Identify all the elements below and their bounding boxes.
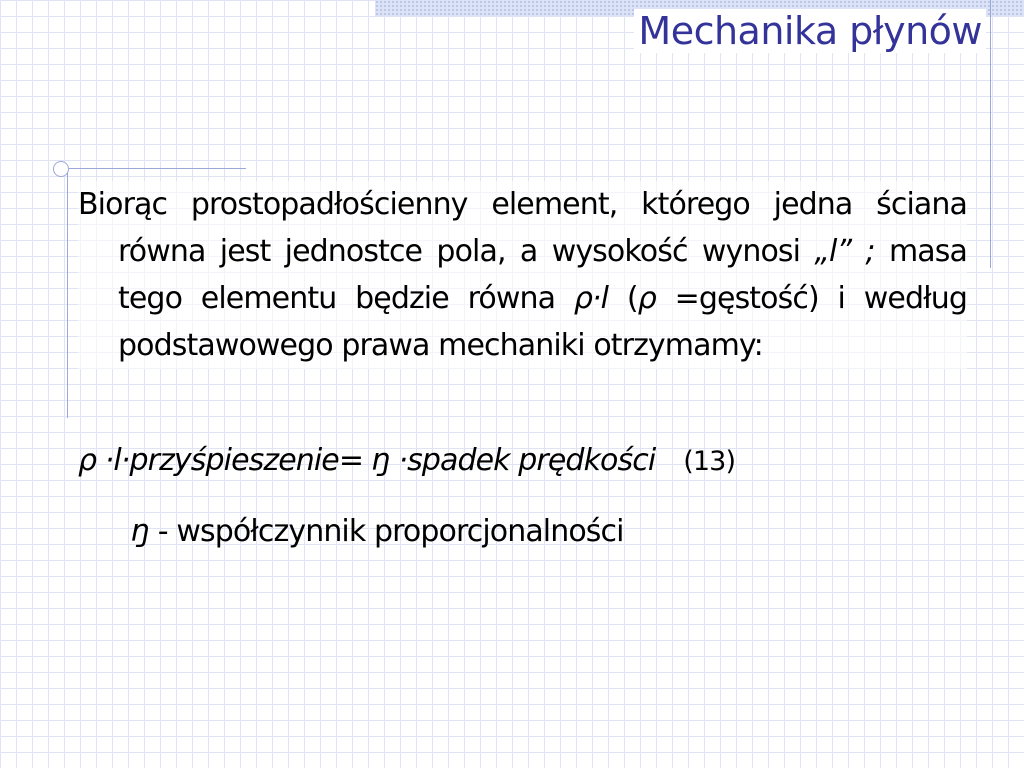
variable-l: „l” ; <box>814 234 875 269</box>
paragraph-text-2: masa tego elementu będzie równa <box>118 234 967 316</box>
decorative-circle-icon <box>53 161 69 177</box>
decorative-horizontal-line <box>60 168 246 169</box>
rho-symbol: ρ <box>637 281 656 316</box>
formula-line <box>78 441 735 482</box>
slide-title: Mechanika płynów <box>634 9 986 53</box>
definition-line <box>131 512 624 552</box>
equation-number: (13) <box>683 446 736 477</box>
mass-expression: ρ·l <box>573 281 609 316</box>
paragraph-text-4: =gęstość) i według podstawowego prawa mechaniki otrzymamy: <box>118 281 967 363</box>
paragraph-text-3: ( <box>608 281 638 316</box>
definition-text: - współczynnik proporcjonalności <box>149 514 624 549</box>
body-paragraph <box>78 181 967 369</box>
decorative-vertical-line-left <box>67 168 68 418</box>
paragraph-text-1: Biorąc prostopadłościenny element, którego jedna ściana równa jest jednostce pola, a wysokość wynosi <box>78 187 967 269</box>
decorative-vertical-line-right <box>990 0 991 268</box>
eta-symbol: ŋ <box>131 514 150 549</box>
formula-expression: ρ ·l·przyśpieszenie= ŋ ·spadek prędkości <box>78 443 656 478</box>
